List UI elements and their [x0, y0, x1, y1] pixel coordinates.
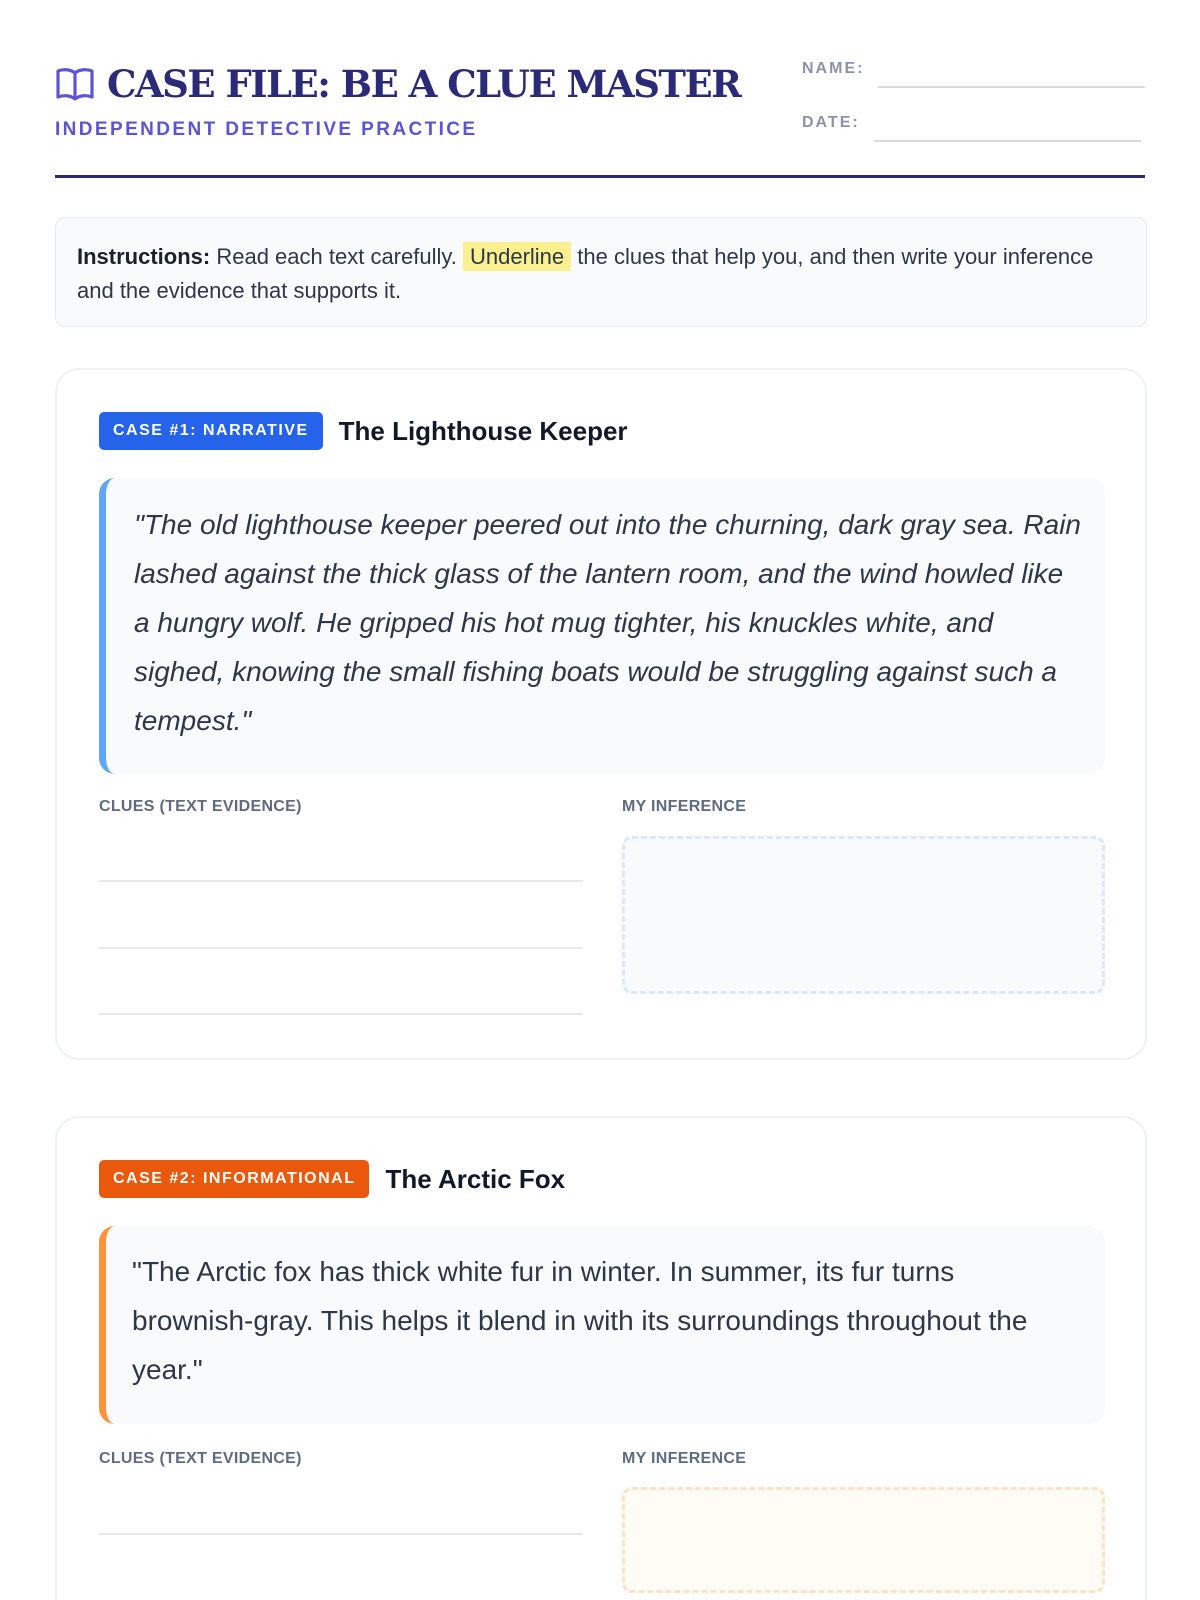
date-field[interactable] [802, 112, 1141, 142]
case-card-1 [55, 368, 1147, 1060]
page-title: CASE FILE: BE A CLUE MASTER [107, 62, 741, 106]
case-card-2 [55, 1116, 1147, 1600]
clues-label: CLUES (TEXT EVIDENCE) [99, 1450, 302, 1467]
case-passage: "The Arctic fox has thick white fur in winter. In summer, its fur turns brownish-gray. This helps it blend in with its surroundings throughout the year." [99, 1226, 1105, 1424]
page-subtitle: INDEPENDENT DETECTIVE PRACTICE [55, 119, 478, 140]
worksheet-header [55, 0, 1145, 178]
title-row [55, 62, 740, 106]
clue-writing-line[interactable] [99, 947, 583, 949]
clues-label: CLUES (TEXT EVIDENCE) [99, 798, 302, 815]
clue-writing-line[interactable] [99, 1533, 583, 1535]
clue-writing-line[interactable] [99, 1013, 583, 1015]
inference-answer-box[interactable] [622, 836, 1105, 994]
case-header [99, 412, 628, 450]
name-label: NAME: [802, 60, 865, 77]
instructions-highlight: Underline [463, 242, 571, 271]
instructions-text-after: the clues that help you, and then write your inference and the evidence that supports it. [77, 244, 1094, 303]
instructions-box [55, 217, 1147, 327]
date-label: DATE: [802, 114, 860, 131]
book-open-icon [55, 66, 95, 102]
name-input-line[interactable] [878, 58, 1145, 88]
case-header [99, 1160, 565, 1198]
instructions-text-before: Read each text carefully. [210, 244, 463, 269]
inference-label: MY INFERENCE [622, 1450, 747, 1467]
case-passage: "The old lighthouse keeper peered out into the churning, dark gray sea. Rain lashed against the thick glass of the lantern room, and the wind howled like a hungry wolf. He gripped his hot mug tighter, his knuckles white, and sighed, knowing the small fishing boats would be struggling against such a tempest." [99, 478, 1105, 774]
date-input-line[interactable] [874, 112, 1141, 142]
inference-answer-box[interactable] [622, 1487, 1105, 1593]
case-badge: CASE #2: INFORMATIONAL [99, 1160, 369, 1198]
name-field[interactable] [802, 58, 1145, 88]
case-title: The Lighthouse Keeper [338, 415, 628, 446]
case-badge: CASE #1: NARRATIVE [99, 412, 323, 450]
inference-label: MY INFERENCE [622, 798, 747, 815]
clue-writing-line[interactable] [99, 880, 583, 882]
instructions-lead: Instructions: [77, 244, 211, 269]
case-title: The Arctic Fox [385, 1163, 566, 1194]
